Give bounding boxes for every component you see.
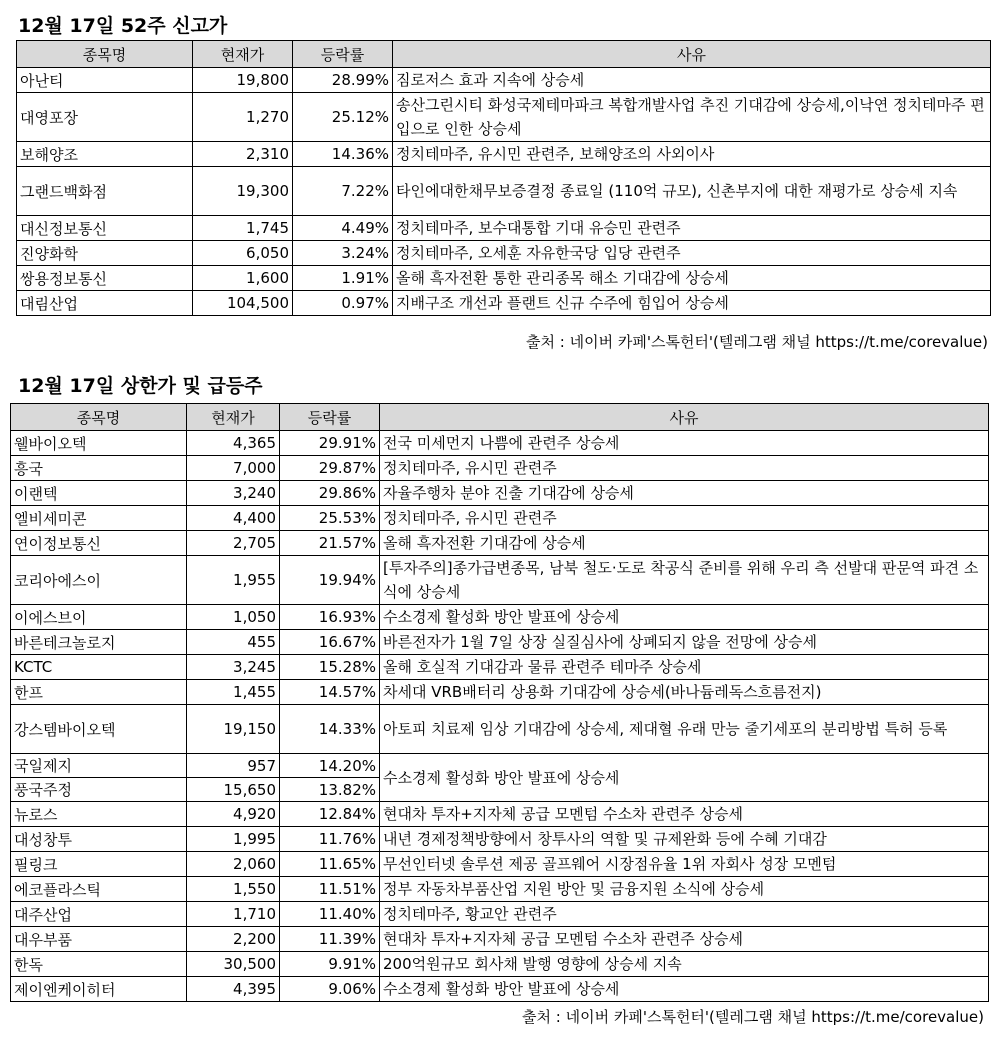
stock-change: 1.91% — [293, 266, 393, 291]
stock-name: 한독 — [11, 952, 187, 977]
stock-price: 2,200 — [187, 927, 280, 952]
stock-price: 1,050 — [187, 605, 280, 630]
table-row — [11, 977, 989, 1002]
stock-reason: 정치테마주, 유시민 관련주 — [380, 506, 989, 531]
stock-price: 3,245 — [187, 655, 280, 680]
section1-source: 출처 : 네이버 카페'스톡헌터'(텔레그램 채널 https://t.me/corevalue) — [526, 333, 988, 351]
stock-change: 29.87% — [280, 456, 380, 481]
stock-reason: 200억원규모 회사채 발행 영향에 상승세 지속 — [380, 952, 989, 977]
stock-reason: 현대차 투자+지자체 공급 모멘텀 수소차 관련주 상승세 — [380, 802, 989, 827]
stock-name: 바른테크놀로지 — [11, 630, 187, 655]
header-reason: 사유 — [380, 404, 989, 431]
table-row — [11, 902, 989, 927]
table-row — [11, 630, 989, 655]
stock-reason: 올해 흑자전환 기대감에 상승세 — [380, 531, 989, 556]
stock-reason: 내년 경제정책방향에서 창투사의 역할 및 규제완화 등에 수혜 기대감 — [380, 827, 989, 852]
stock-reason: 정부 자동차부품산업 지원 방안 및 금융지원 소식에 상승세 — [380, 877, 989, 902]
stock-change: 14.33% — [280, 705, 380, 754]
stock-name: 대영포장 — [17, 93, 193, 142]
stock-reason: 바른전자가 1월 7일 상장 실질심사에 상폐되지 않을 전망에 상승세 — [380, 630, 989, 655]
table-row — [11, 531, 989, 556]
stock-name: 뉴로스 — [11, 802, 187, 827]
stock-change: 19.94% — [280, 556, 380, 605]
table-row — [17, 216, 991, 241]
stock-price: 4,395 — [187, 977, 280, 1002]
stock-price: 2,705 — [187, 531, 280, 556]
table-row — [17, 142, 991, 167]
stock-price: 2,060 — [187, 852, 280, 877]
table-row — [17, 93, 991, 142]
stock-reason: 차세대 VRB배터리 상용화 기대감에 상승세(바나듐레독스흐름전지) — [380, 680, 989, 705]
stock-change: 25.53% — [280, 506, 380, 531]
stock-change: 3.24% — [293, 241, 393, 266]
stock-name: 대림산업 — [17, 291, 193, 316]
table-header-row — [11, 404, 989, 431]
header-name: 종목명 — [17, 41, 193, 68]
header-reason: 사유 — [393, 41, 991, 68]
stock-change: 14.57% — [280, 680, 380, 705]
stock-name: 풍국주정 — [11, 778, 187, 802]
table-row — [11, 952, 989, 977]
new-high-table — [16, 40, 991, 316]
table-row — [11, 877, 989, 902]
section1-title: 12월 17일 52주 신고가 — [18, 15, 228, 37]
stock-change: 25.12% — [293, 93, 393, 142]
stock-change: 11.40% — [280, 902, 380, 927]
stock-change: 21.57% — [280, 531, 380, 556]
stock-name: 에코플라스틱 — [11, 877, 187, 902]
stock-reason: 현대차 투자+지자체 공급 모멘텀 수소차 관련주 상승세 — [380, 927, 989, 952]
stock-change: 11.65% — [280, 852, 380, 877]
stock-price: 3,240 — [187, 481, 280, 506]
section2-source: 출처 : 네이버 카페'스톡헌터'(텔레그램 채널 https://t.me/corevalue) — [522, 1008, 984, 1026]
stock-reason: 송산그린시티 화성국제테마파크 복합개발사업 추진 기대감에 상승세,이낙연 정치테마주 편입으로 인한 상승세 — [393, 93, 991, 142]
table-row — [11, 481, 989, 506]
stock-change: 14.36% — [293, 142, 393, 167]
stock-name: 이에스브이 — [11, 605, 187, 630]
table-header-row — [17, 41, 991, 68]
table-row — [11, 852, 989, 877]
stock-price: 1,995 — [187, 827, 280, 852]
section2-title: 12월 17일 상한가 및 급등주 — [18, 375, 263, 397]
stock-change: 29.86% — [280, 481, 380, 506]
stock-name: 대신정보통신 — [17, 216, 193, 241]
stock-reason: 정치테마주, 황교안 관련주 — [380, 902, 989, 927]
stock-reason: 무선인터넷 솔루션 제공 골프웨어 시장점유율 1위 자회사 성장 모멘텀 — [380, 852, 989, 877]
header-name: 종목명 — [11, 404, 187, 431]
stock-change: 14.20% — [280, 754, 380, 778]
stock-name: 필링크 — [11, 852, 187, 877]
stock-price: 1,955 — [187, 556, 280, 605]
stock-reason: 수소경제 활성화 방안 발표에 상승세 — [380, 754, 989, 802]
stock-price: 7,000 — [187, 456, 280, 481]
stock-reason: 아토피 치료제 임상 기대감에 상승세, 제대혈 유래 만능 줄기세포의 분리방법 특허 등록 — [380, 705, 989, 754]
table-row — [17, 291, 991, 316]
stock-name: 그랜드백화점 — [17, 167, 193, 216]
stock-name: 엘비세미콘 — [11, 506, 187, 531]
stock-change: 9.91% — [280, 952, 380, 977]
table-row — [11, 802, 989, 827]
stock-name: 보해양조 — [17, 142, 193, 167]
stock-name: 쌍용정보통신 — [17, 266, 193, 291]
table-row — [11, 754, 989, 778]
stock-reason: 자율주행차 분야 진출 기대감에 상승세 — [380, 481, 989, 506]
stock-reason: 올해 흑자전환 통한 관리종목 해소 기대감에 상승세 — [393, 266, 991, 291]
header-price: 현재가 — [187, 404, 280, 431]
stock-price: 1,550 — [187, 877, 280, 902]
stock-change: 16.67% — [280, 630, 380, 655]
stock-change: 7.22% — [293, 167, 393, 216]
table-row — [11, 680, 989, 705]
stock-name: 강스템바이오텍 — [11, 705, 187, 754]
stock-price: 104,500 — [193, 291, 293, 316]
table-row — [17, 241, 991, 266]
stock-change: 9.06% — [280, 977, 380, 1002]
stock-price: 4,400 — [187, 506, 280, 531]
stock-change: 11.39% — [280, 927, 380, 952]
stock-price: 1,270 — [193, 93, 293, 142]
stock-price: 1,600 — [193, 266, 293, 291]
table-row — [11, 927, 989, 952]
stock-change: 12.84% — [280, 802, 380, 827]
stock-reason: [투자주의]종가급변종목, 남북 철도·도로 착공식 준비를 위해 우리 측 선발대 판문역 파견 소식에 상승세 — [380, 556, 989, 605]
stock-reason: 정치테마주, 유시민 관련주, 보해양조의 사외이사 — [393, 142, 991, 167]
stock-change: 28.99% — [293, 68, 393, 93]
stock-price: 2,310 — [193, 142, 293, 167]
stock-reason: 수소경제 활성화 방안 발표에 상승세 — [380, 605, 989, 630]
table-row — [11, 605, 989, 630]
table-row — [11, 705, 989, 754]
stock-change: 11.76% — [280, 827, 380, 852]
table-row — [11, 655, 989, 680]
stock-name: 연이정보통신 — [11, 531, 187, 556]
stock-name: 웰바이오텍 — [11, 431, 187, 456]
stock-price: 19,800 — [193, 68, 293, 93]
stock-price: 1,455 — [187, 680, 280, 705]
stock-name: 이랜텍 — [11, 481, 187, 506]
stock-reason: 정치테마주, 오세훈 자유한국당 입당 관련주 — [393, 241, 991, 266]
stock-price: 4,920 — [187, 802, 280, 827]
stock-price: 19,300 — [193, 167, 293, 216]
stock-price: 30,500 — [187, 952, 280, 977]
stock-reason: 정치테마주, 보수대통합 기대 유승민 관련주 — [393, 216, 991, 241]
stock-change: 4.49% — [293, 216, 393, 241]
stock-change: 15.28% — [280, 655, 380, 680]
stock-name: 코리아에스이 — [11, 556, 187, 605]
stock-price: 957 — [187, 754, 280, 778]
stock-name: 제이엔케이히터 — [11, 977, 187, 1002]
stock-price: 1,745 — [193, 216, 293, 241]
stock-name: 흥국 — [11, 456, 187, 481]
stock-change: 13.82% — [280, 778, 380, 802]
table-row — [17, 266, 991, 291]
stock-name: 대주산업 — [11, 902, 187, 927]
stock-price: 19,150 — [187, 705, 280, 754]
stock-name: 한프 — [11, 680, 187, 705]
stock-name: 아난티 — [17, 68, 193, 93]
stock-reason: 전국 미세먼지 나쁨에 관련주 상승세 — [380, 431, 989, 456]
stock-change: 29.91% — [280, 431, 380, 456]
header-change: 등락률 — [280, 404, 380, 431]
table-row — [11, 827, 989, 852]
stock-reason: 정치테마주, 유시민 관련주 — [380, 456, 989, 481]
table-row — [11, 456, 989, 481]
stock-price: 15,650 — [187, 778, 280, 802]
stock-reason: 짐로저스 효과 지속에 상승세 — [393, 68, 991, 93]
stock-name: 대성창투 — [11, 827, 187, 852]
stock-reason: 타인에대한채무보증결정 종료일 (110억 규모), 신촌부지에 대한 재평가로 상승세 지속 — [393, 167, 991, 216]
table-row — [17, 68, 991, 93]
header-change: 등락률 — [293, 41, 393, 68]
stock-change: 11.51% — [280, 877, 380, 902]
stock-reason: 올해 호실적 기대감과 물류 관련주 테마주 상승세 — [380, 655, 989, 680]
table-row — [11, 556, 989, 605]
stock-change: 16.93% — [280, 605, 380, 630]
surge-table — [10, 403, 989, 1002]
header-price: 현재가 — [193, 41, 293, 68]
stock-name: 진양화학 — [17, 241, 193, 266]
stock-name: KCTC — [11, 655, 187, 680]
table-row — [17, 167, 991, 216]
table-row — [11, 506, 989, 531]
stock-price: 6,050 — [193, 241, 293, 266]
stock-reason: 지배구조 개선과 플랜트 신규 수주에 힘입어 상승세 — [393, 291, 991, 316]
stock-price: 455 — [187, 630, 280, 655]
stock-reason: 수소경제 활성화 방안 발표에 상승세 — [380, 977, 989, 1002]
stock-price: 4,365 — [187, 431, 280, 456]
stock-name: 대우부품 — [11, 927, 187, 952]
table-row — [11, 431, 989, 456]
stock-change: 0.97% — [293, 291, 393, 316]
stock-price: 1,710 — [187, 902, 280, 927]
stock-name: 국일제지 — [11, 754, 187, 778]
